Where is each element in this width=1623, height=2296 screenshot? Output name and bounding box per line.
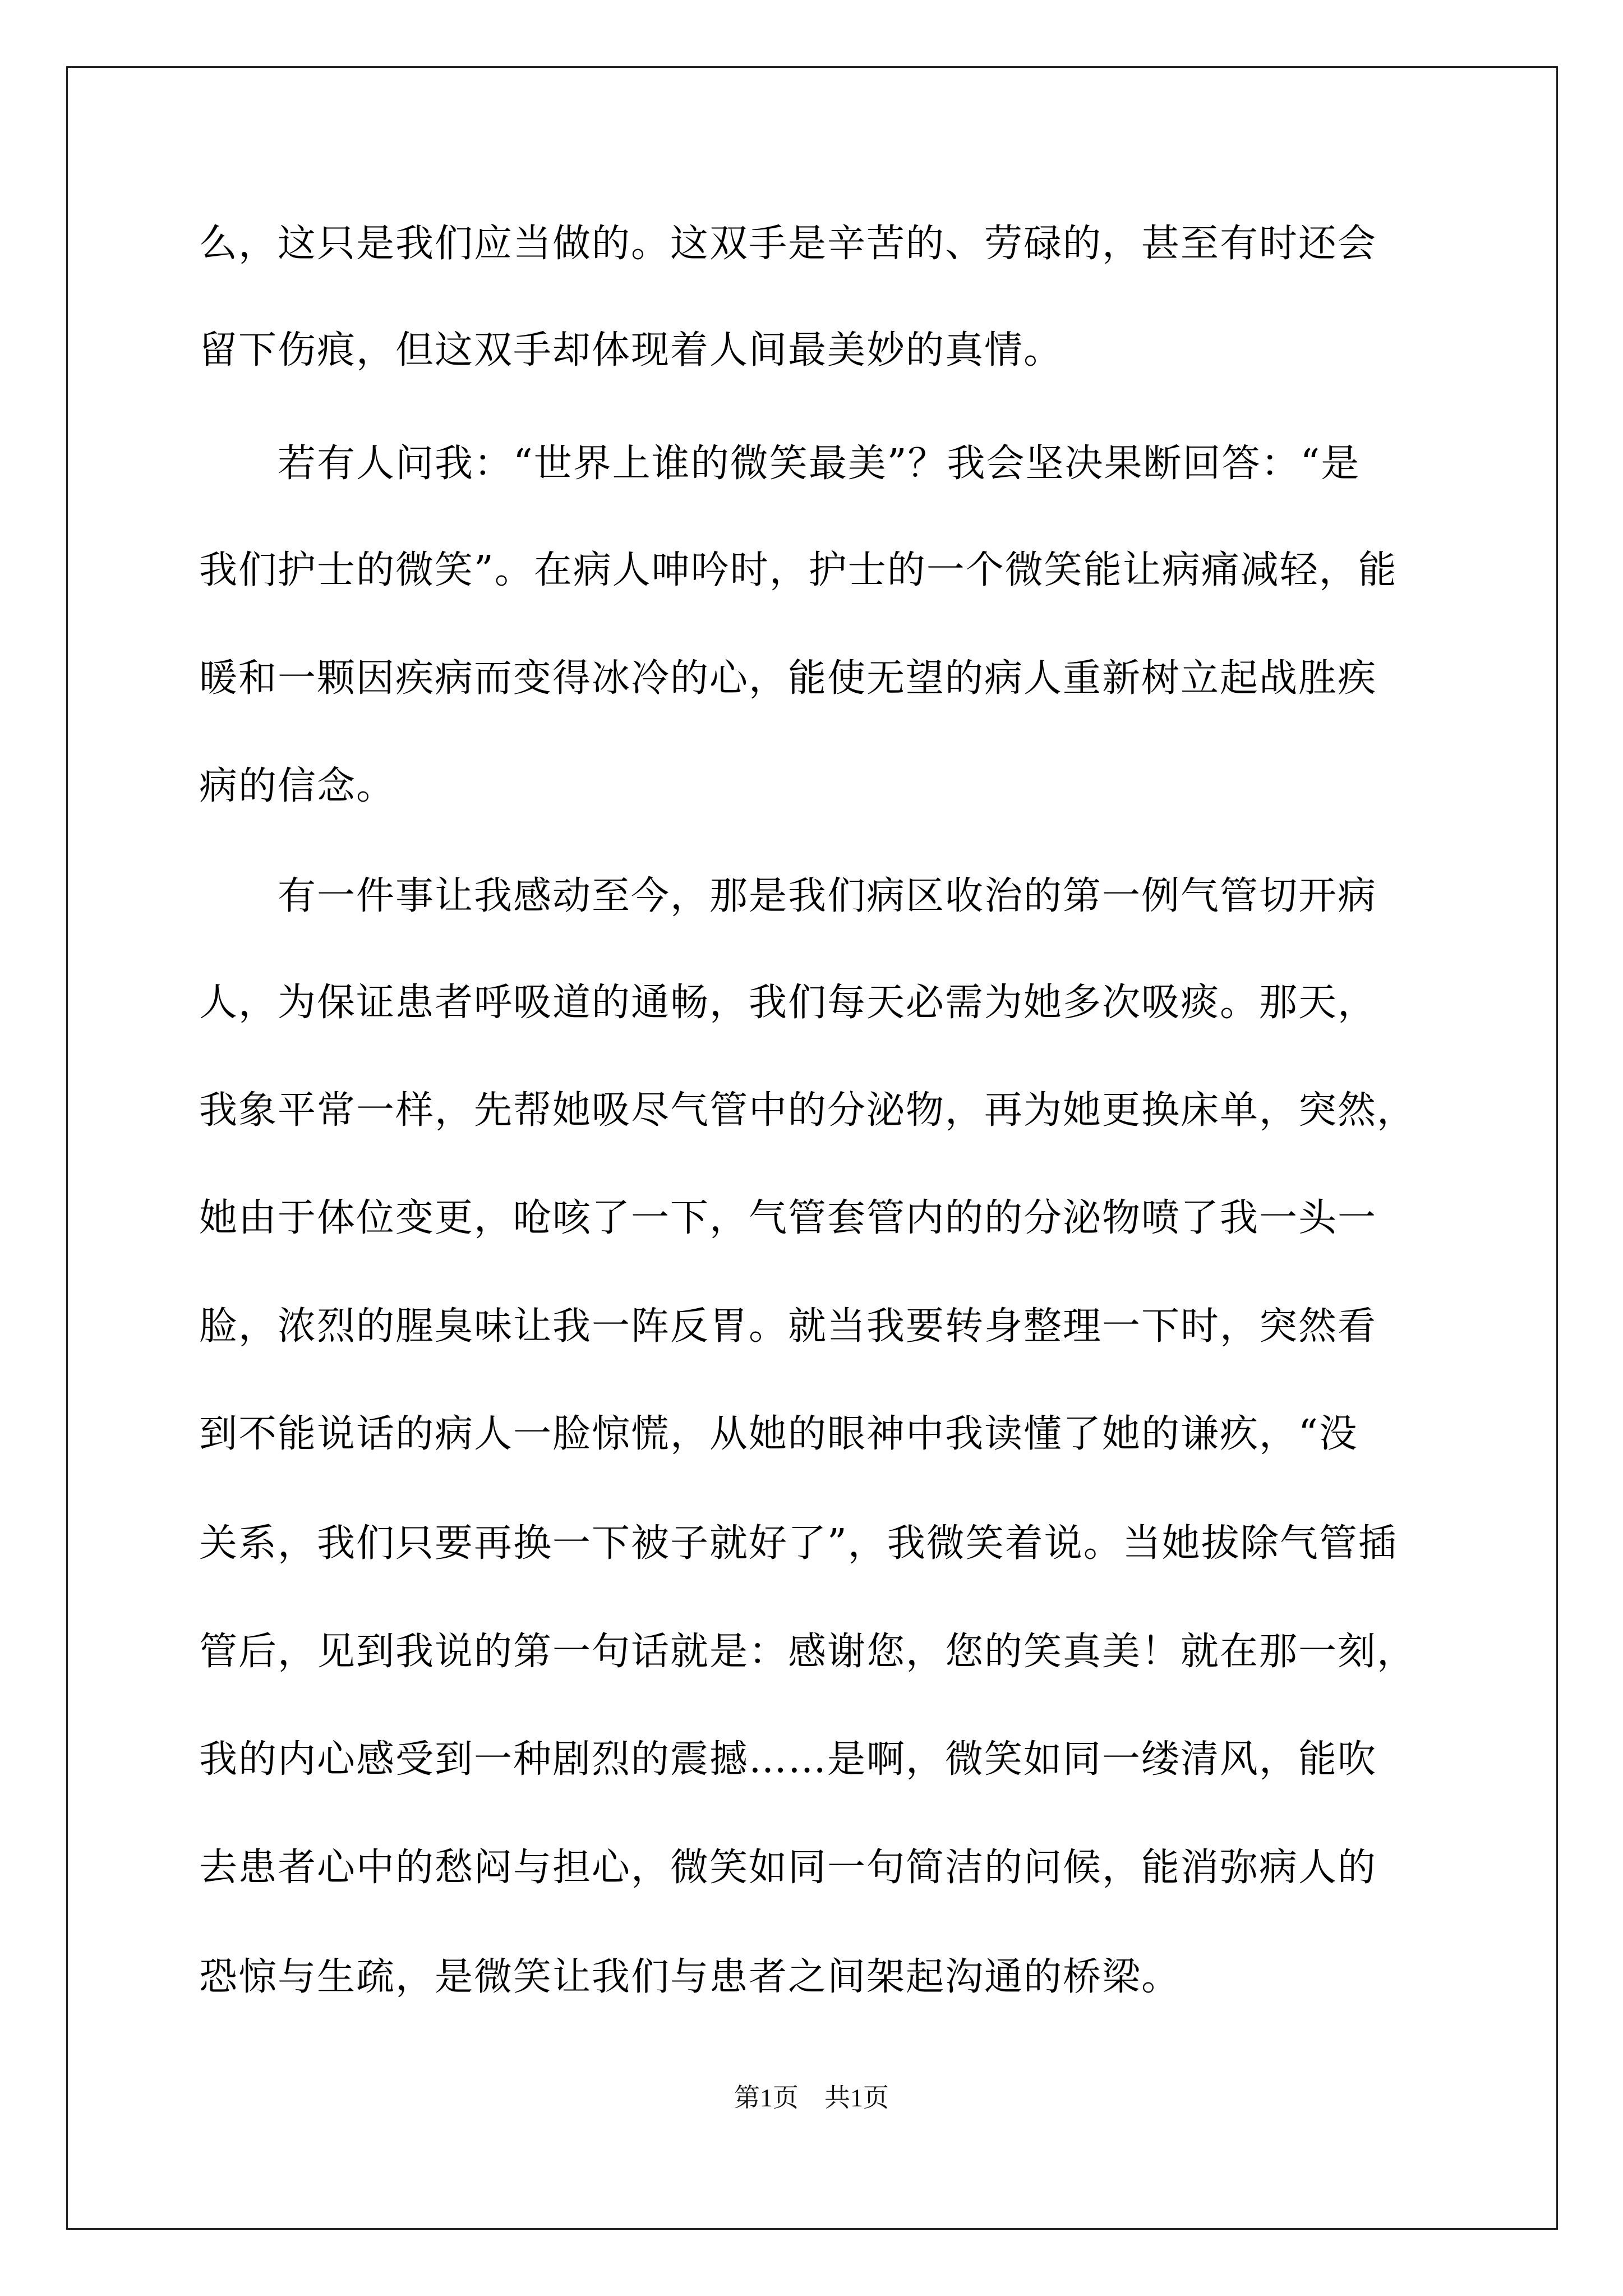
- body-text-line: 脸，浓烈的腥臭味让我一阵反胃。就当我要转身整理一下时，突然看: [199, 1304, 1377, 1349]
- body-text-line: 暖和一颗因疾病而变得冰冷的心，能使无望的病人重新树立起战胜疾: [199, 656, 1377, 701]
- body-text-line: 若有人问我：“世界上谁的微笑最美”？我会坚决果断回答：“是: [199, 441, 1361, 486]
- body-text-line: 恐惊与生疏，是微笑让我们与患者之间架起沟通的桥梁。: [199, 1955, 1181, 1999]
- body-text-line: 病的信念。: [199, 764, 396, 808]
- body-text-line: 我象平常一样，先帮她吸尽气管中的分泌物，再为她更换床单，突然，: [199, 1088, 1417, 1133]
- body-text-line: 么，这只是我们应当做的。这双手是辛苦的、劳碌的，甚至有时还会: [199, 222, 1377, 266]
- body-text-line: 人，为保证患者呼吸道的通畅，我们每天必需为她多次吸痰。那天，: [199, 981, 1377, 1025]
- body-text-line: 留下伤痕，但这双手却体现着人间最美妙的真情。: [199, 328, 1063, 372]
- body-text-line: 我们护士的微笑”。在病人呻吟时，护士的一个微笑能让病痛减轻，能: [199, 548, 1398, 592]
- body-text-line: 我的内心感受到一种剧烈的震撼……是啊，微笑如同一缕清风，能吹: [199, 1737, 1377, 1782]
- body-text-line: 去患者心中的愁闷与担心，微笑如同一句简洁的问候，能消弥病人的: [199, 1846, 1377, 1890]
- body-text-line: 到不能说话的病人一脸惊慌，从她的眼神中我读懂了她的谦疚，“没: [199, 1412, 1358, 1456]
- page-number-footer: 第1页 共1页: [734, 2083, 889, 2112]
- body-text-line: 她由于体位变更，呛咳了一下，气管套管内的的分泌物喷了我一头一: [199, 1196, 1377, 1240]
- page-border: [66, 66, 1558, 2230]
- body-text-line: 关系，我们只要再换一下被子就好了”，我微笑着说。当她拔除气管插: [199, 1521, 1398, 1566]
- body-text-line: 管后，见到我说的第一句话就是：感谢您，您的笑真美！就在那一刻，: [199, 1630, 1417, 1674]
- body-text-line: 有一件事让我感动至今，那是我们病区收治的第一例气管切开病: [199, 874, 1377, 918]
